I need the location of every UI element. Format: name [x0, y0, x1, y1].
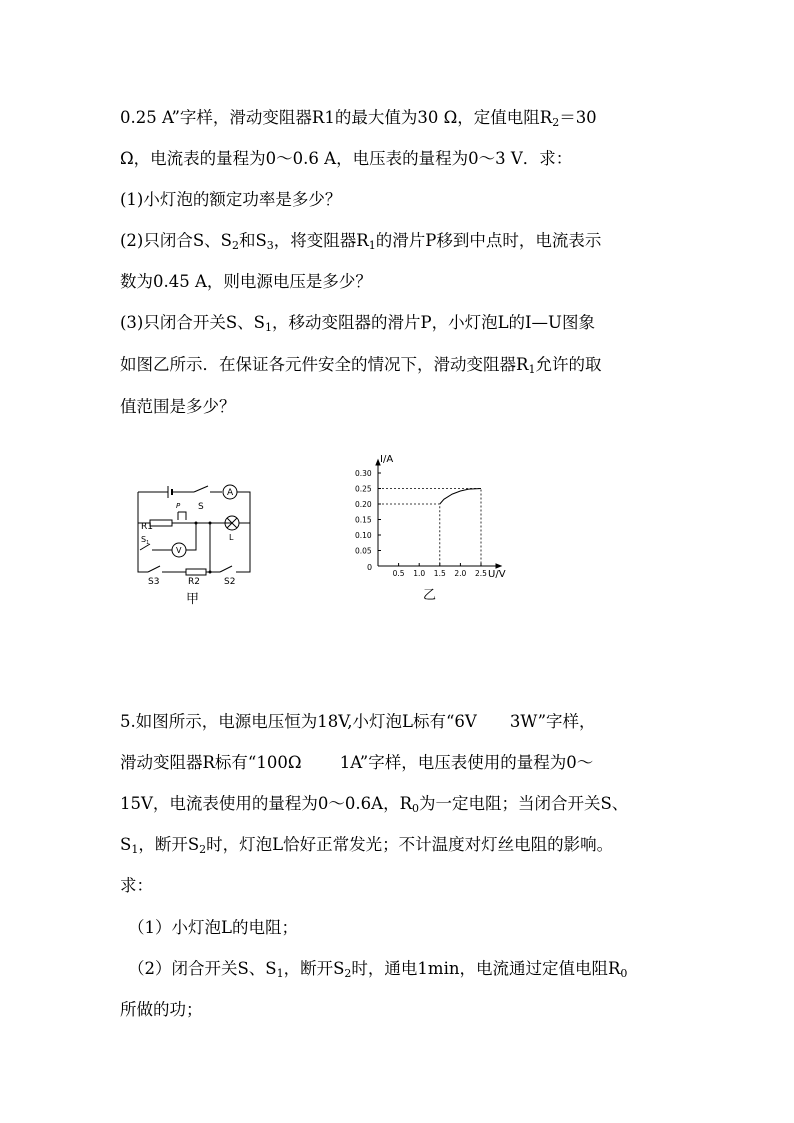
circuit-label-S3: S3: [148, 577, 160, 587]
p4-question-2b: 数为0.45 A，则电源电压是多少？: [120, 272, 372, 291]
p5-question-1: （1）小灯泡L的电阻；: [128, 918, 298, 937]
p4-question-3b: 如图乙所示．在保证各元件安全的情况下，滑动变阻器$R_1$允许的取: [120, 355, 602, 376]
circuit-caption: 甲: [186, 592, 200, 607]
p5-line-4: $S_1$，断开$S_2$时，灯泡L恰好正常发光；不计温度对灯丝电阻的影响。: [120, 835, 614, 856]
guide-line: [378, 504, 440, 566]
chart-x-axis-label: U/V: [488, 569, 506, 580]
chart-y-axis-label: I/A: [380, 454, 394, 465]
x-tick-label: 0.5: [392, 569, 405, 578]
p4-question-3a: (3)只闭合开关S、$S_1$，移动变阻器的滑片P，小灯泡L的I—U图象: [120, 313, 595, 334]
circuit-diagram: [128, 476, 268, 610]
p4-question-1: (1)小灯泡的额定功率是多少？: [120, 190, 342, 209]
circuit-label-R1: R1: [141, 522, 153, 532]
p5-line-1: 5.如图所示，电源电压恒为18V,小灯泡L标有“6V 3W”字样，: [120, 712, 596, 731]
p5-question-2b: 所做的功；: [120, 1000, 203, 1019]
p4-question-2a: (2)只闭合S、$S_2$和$S_3$，将变阻器$R_1$的滑片P移到中点时，电流表示: [120, 231, 602, 252]
p5-line-5: 求：: [120, 876, 153, 895]
iu-chart: [350, 446, 530, 606]
y-tick-label: 0.30: [355, 469, 372, 478]
x-tick-label: 2.0: [454, 569, 467, 578]
y-tick-label: 0.15: [355, 515, 372, 525]
p4-line-1: 0.25 A”字样，滑动变阻器R1的最大值为30 Ω，定值电阻$R_2=30$: [120, 108, 597, 129]
chart-origin-label: 0: [367, 563, 373, 572]
guide-line: [378, 489, 481, 567]
chart-caption: 乙: [423, 588, 437, 603]
y-tick-label: 0.25: [355, 484, 372, 494]
x-tick-label: 1.0: [413, 569, 426, 578]
circuit-label-R2: R2: [188, 577, 200, 587]
circuit-label-S: S: [198, 502, 204, 512]
p4-question-3c: 值范围是多少？: [120, 397, 236, 416]
y-tick-label: 0.05: [355, 546, 372, 556]
x-tick-label: 2.5: [475, 569, 487, 578]
circuit-label-A: A: [227, 488, 234, 498]
y-tick-label: 0.10: [355, 531, 372, 540]
circuit-label-L: L: [229, 533, 234, 542]
circuit-label-S2: S2: [224, 577, 236, 587]
x-axis-arrow: [496, 564, 501, 568]
p5-question-2a: （2）闭合开关S、$S_1$，断开$S_2$时，通电1min，电流通过定值电阻$R_0$: [128, 959, 628, 980]
y-tick-label: 0.20: [355, 500, 372, 509]
circuit-label-V: V: [176, 546, 182, 555]
circuit-label-P: P: [176, 502, 181, 510]
p5-line-2: 滑动变阻器R标有“100Ω 1A”字样，电压表使用的量程为0～: [120, 753, 594, 772]
x-tick-label: 1.5: [433, 569, 446, 578]
circuit-label-S1: $S_1$: [141, 535, 150, 546]
iu-curve: [440, 489, 481, 505]
p5-line-3: 15V，电流表使用的量程为0～0.6A，$R_0$为一定电阻；当闭合开关S、: [120, 794, 629, 815]
p4-line-2: Ω，电流表的量程为0～0.6 A，电压表的量程为0～3 V．求：: [120, 149, 573, 168]
